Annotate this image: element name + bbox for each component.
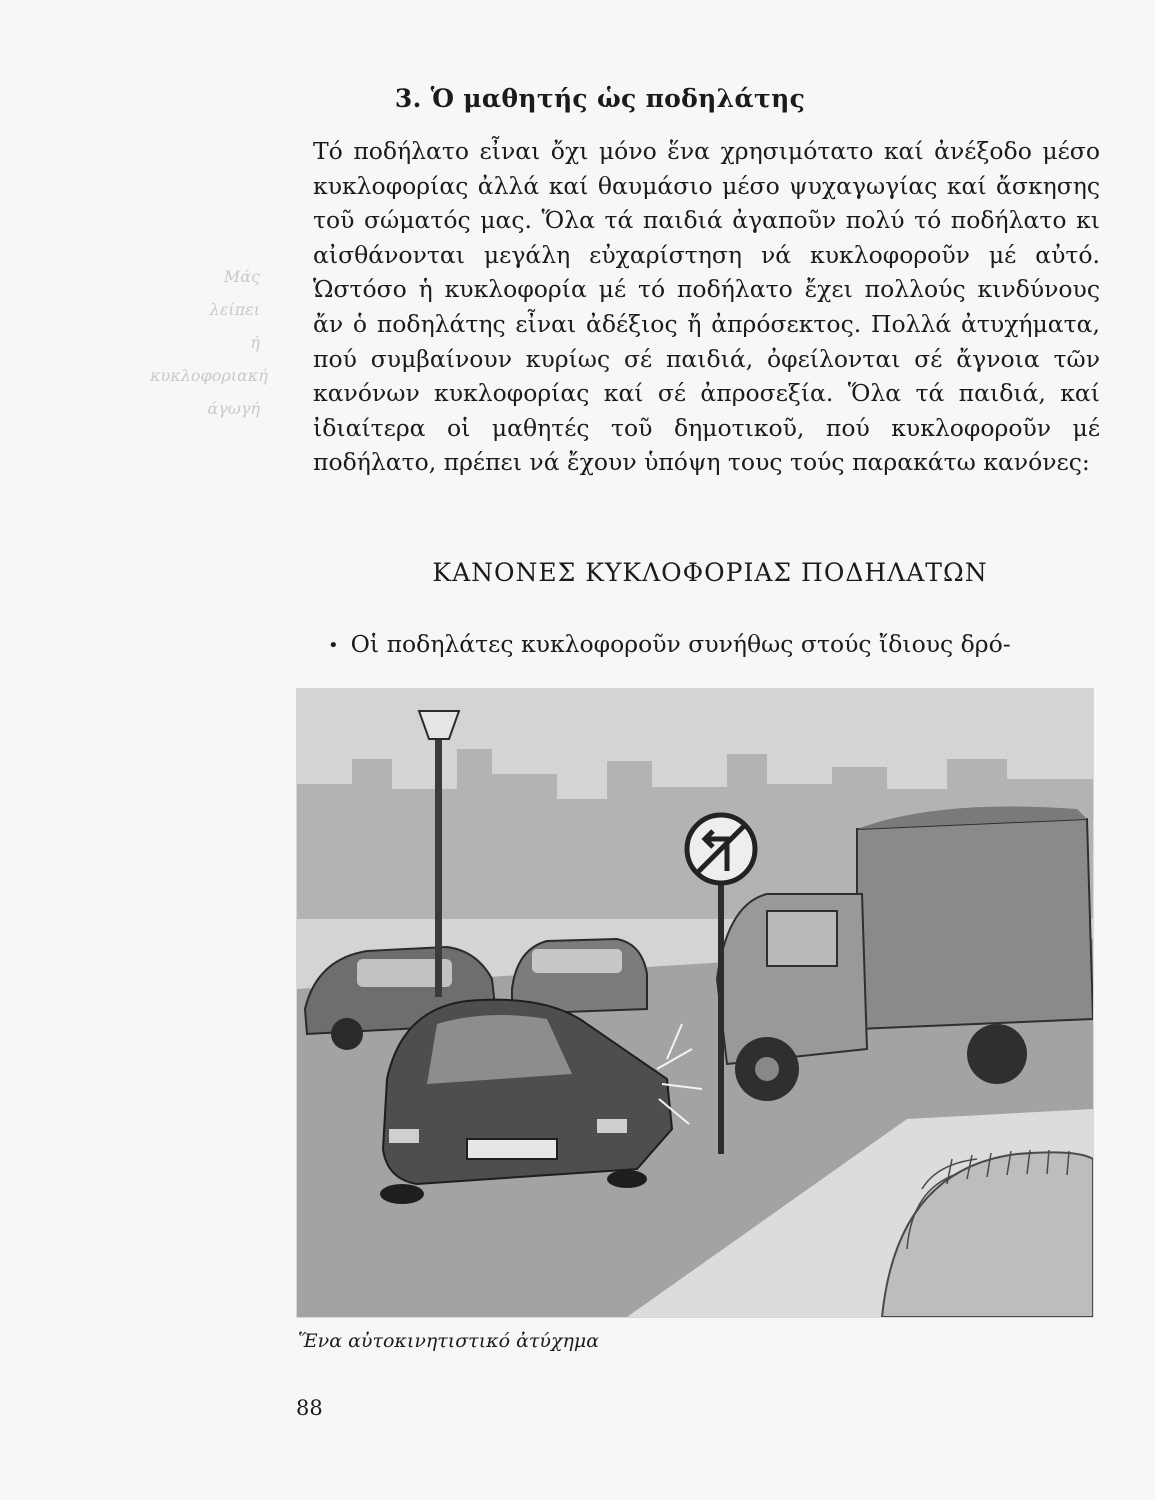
rules-heading: ΚΑΝΟΝΕΣ ΚΥΚΛΟΦΟΡΙΑΣ ΠΟΔΗΛΑΤΩΝ (432, 558, 988, 587)
rule-text: Οἱ ποδηλάτες κυκλοφοροῦν συνήθως στούς ἴδιους δρό- (350, 630, 1011, 658)
margin-show-through (150, 266, 268, 419)
rule-item (328, 630, 1108, 658)
accident-drawing (297, 689, 1093, 1317)
figure-caption: Ἕνα αὐτοκινητιστικό ἀτύχημα (298, 1330, 600, 1352)
section-title: 3. Ὁ μαθητής ὡς ποδηλάτης (394, 84, 806, 113)
ghost-line: άγωγή (207, 399, 260, 418)
accident-illustration (296, 688, 1094, 1318)
ghost-line: Μάς (223, 267, 260, 286)
page-number: 88 (296, 1396, 323, 1420)
ghost-line: κυκλοφοριακή (150, 366, 268, 385)
bullet-icon: • (328, 635, 339, 656)
intro-paragraph: Τό ποδήλατο εἶναι ὄχι μόνο ἕνα χρησιμότατο καί ἀνέξοδο μέσο κυκλοφορίας ἀλλά καί θαυμάσιο μέσο ψυχαγωγίας καί ἄσκησης τοῦ σώματός μας. Ὅλα τά παιδιά ἀγαποῦν πολύ τό ποδήλατο κι αἰσθάνονται μεγάλη εὐχαρίστηση νά κυκλοφοροῦν μέ αὐτό. Ὡστόσο ἡ κυκλοφορία μέ τό ποδήλατο ἔχει πολλούς κινδύνους ἄν ὁ ποδηλάτης εἶναι ἀδέξιος ἤ ἀπρόσεκτος. Πολλά ἀτυχήματα, πού συμβαίνουν κυρίως σέ παιδιά, ὀφείλονται σέ ἄγνοια τῶν κανόνων κυκλοφορίας καί σέ ἀπροσεξία. Ὅλα τά παιδιά, καί ἰδιαίτερα οἱ μαθητές τοῦ δημοτικοῦ, πού κυκλοφοροῦν μέ ποδήλατο, πρέπει νά ἔχουν ὑπόψη τους τούς παρακάτω κανόνες: (313, 137, 1100, 477)
ghost-line: λείπει (209, 300, 260, 319)
ghost-line: ή (250, 333, 260, 352)
